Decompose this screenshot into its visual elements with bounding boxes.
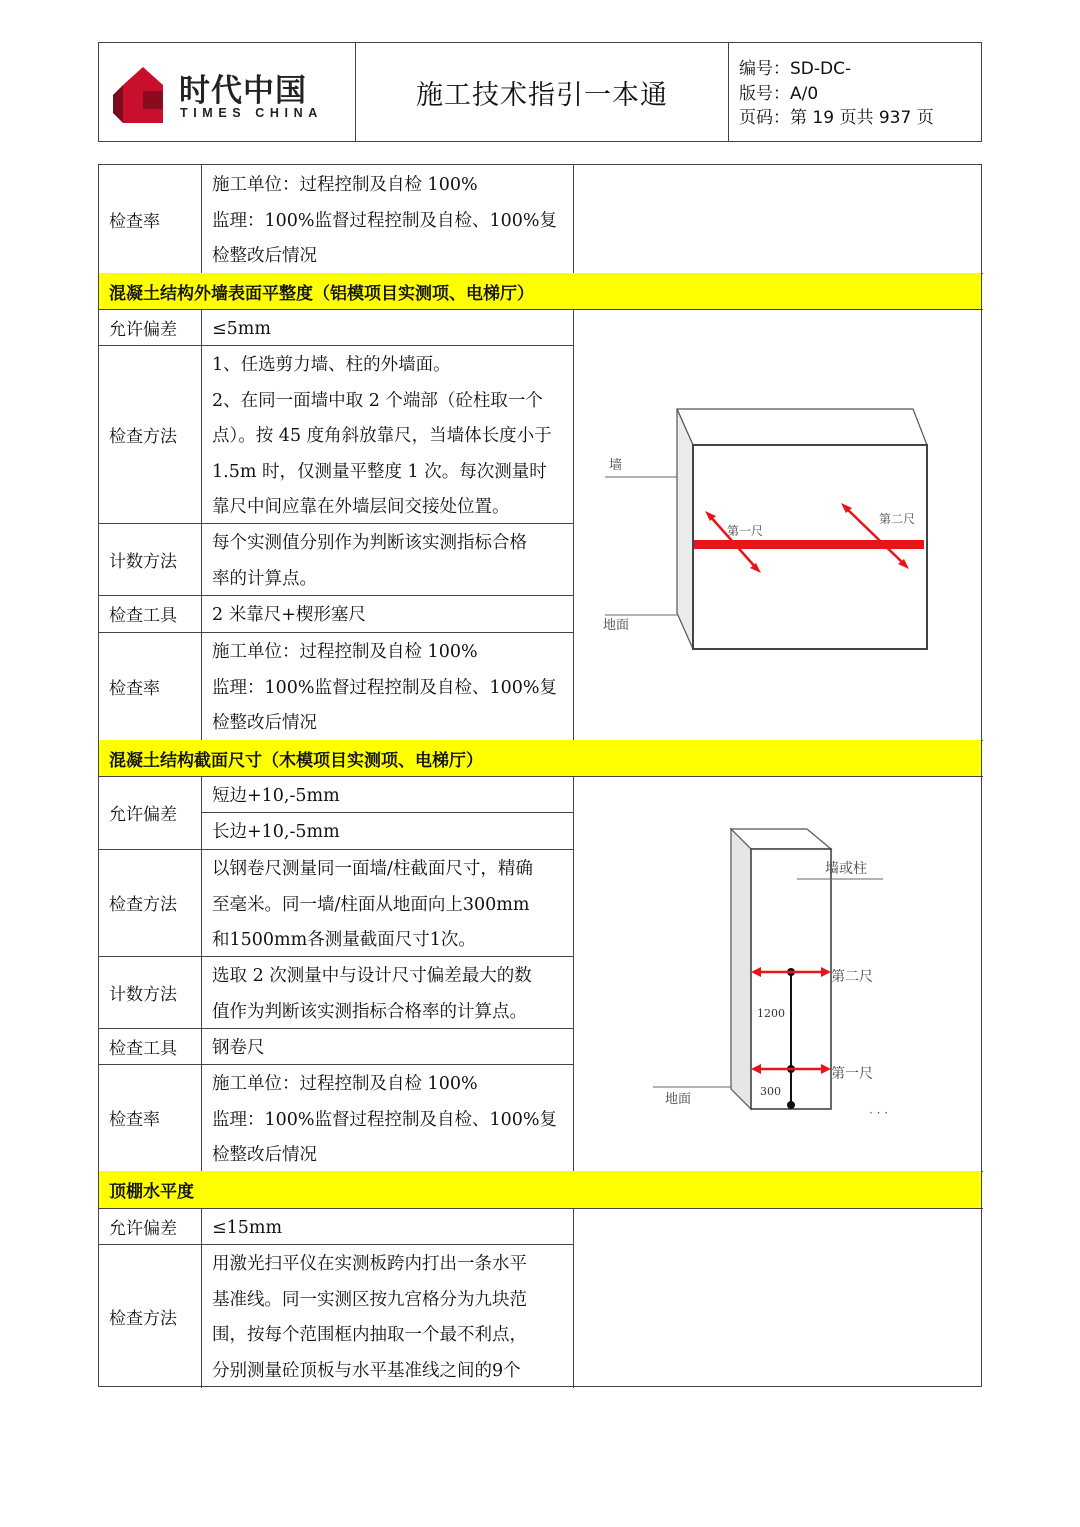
section-header (99, 740, 981, 776)
member-label: 墙或柱 (825, 861, 867, 877)
dimension-1200: 1200 (757, 1007, 785, 1020)
short-side-deviation: 短边+10,-5mm (212, 786, 340, 806)
document-header (98, 42, 982, 142)
page-number: 页码：第 19 页共 937 页 (739, 108, 934, 128)
row-label: 检查工具 (109, 1038, 177, 1059)
document-title: 施工技术指引一本通 (416, 79, 668, 111)
row-label: 检查率 (109, 1110, 160, 1130)
section-size-diagram (647, 821, 917, 1121)
document-version: 版号：A/0 (739, 83, 819, 104)
row-label: 允许偏差 (109, 1218, 177, 1239)
inspection-method-text: 1、任选剪力墙、柱的外墙面。 2、在同一面墙中取 2 个端部（砼柱取一个 点）。按 45 度角斜放靠尺，当墙体长度小于 1.5m 时，仅测量平整度 1 次。每次测量时 靠尺中间应靠在外墙层间交接处位置。 (212, 355, 552, 517)
row-label: 检查率 (109, 211, 160, 232)
ground-label: 地面 (603, 618, 630, 633)
ellipsis: · · · (869, 1106, 889, 1120)
logo-text-zh: 时代中国 (179, 73, 307, 109)
first-ruler-label: 第一尺 (831, 1066, 873, 1082)
logo-text-en: TIMES CHINA (180, 106, 323, 120)
inspection-rate-text: 施工单位：过程控制及自检 100% 监理：100%监督过程控制及自检、100%复 检整改后情况 (212, 1074, 558, 1165)
inspection-method-text: 以钢卷尺测量同一面墙/柱截面尺寸，精确 至毫米。同一墙/柱面从地面向上300mm 和1500mm各测量截面尺寸1次。 (212, 859, 533, 950)
first-ruler-label: 第一尺 (727, 524, 764, 538)
allowed-deviation-value: ≤5mm (212, 319, 271, 339)
wall-label: 墙 (609, 458, 623, 473)
inspection-rate-text: 施工单位：过程控制及自检 100% 监理：100%监督过程控制及自检、100%复 检整改后情况 (212, 175, 558, 266)
logo-cell (99, 43, 356, 141)
inspection-table (98, 164, 982, 1387)
row-label: 检查方法 (109, 895, 177, 915)
row-label: 允许偏差 (109, 319, 177, 340)
section-title: 混凝土结构截面尺寸（木模项目实测项、电梯厅） (109, 751, 483, 771)
title-cell (356, 43, 729, 141)
counting-method-text: 选取 2 次测量中与设计尺寸偏差最大的数 值作为判断该实测指标合格率的计算点。 (212, 966, 532, 1022)
document-code: 编号：SD-DC- (739, 59, 852, 79)
times-china-logo-icon (109, 61, 177, 131)
allowed-deviation-value: ≤15mm (212, 1218, 283, 1238)
inspection-method-text: 用激光扫平仪在实测板跨内打出一条水平 基准线。同一实测区按九宫格分为九块范 围，按每个范围框内抽取一个最不利点， 分别测量砼顶板与水平基准线之间的9个 (212, 1254, 527, 1381)
inspection-tool-text: 钢卷尺 (212, 1038, 265, 1058)
long-side-deviation: 长边+10,-5mm (212, 822, 340, 842)
row-label: 计数方法 (109, 551, 177, 572)
dimension-300: 300 (760, 1085, 781, 1098)
wall-flatness-diagram (597, 397, 937, 657)
meta-cell (729, 43, 981, 141)
ground-label: 地面 (665, 1092, 692, 1107)
floor-joint-line (694, 540, 924, 549)
section-header (99, 1171, 981, 1208)
section-title: 混凝土结构外墙表面平整度（铝模项目实测项、电梯厅） (109, 284, 534, 304)
second-ruler-label: 第二尺 (879, 512, 916, 526)
inspection-tool-text: 2 米靠尺+楔形塞尺 (212, 605, 366, 625)
section-header (99, 273, 981, 309)
row-label: 计数方法 (109, 984, 177, 1005)
row-label: 检查方法 (109, 426, 177, 447)
row-label: 检查工具 (109, 606, 177, 626)
inspection-rate-text: 施工单位：过程控制及自检 100% 监理：100%监督过程控制及自检、100%复 检整改后情况 (212, 642, 558, 733)
section-title: 顶棚水平度 (109, 1182, 194, 1202)
row-label: 检查方法 (109, 1308, 177, 1329)
row-label: 允许偏差 (109, 805, 177, 825)
counting-method-text: 每个实测值分别作为判断该实测指标合格 率的计算点。 (212, 533, 527, 589)
row-label: 检查率 (109, 678, 160, 699)
second-ruler-label: 第二尺 (831, 969, 873, 985)
